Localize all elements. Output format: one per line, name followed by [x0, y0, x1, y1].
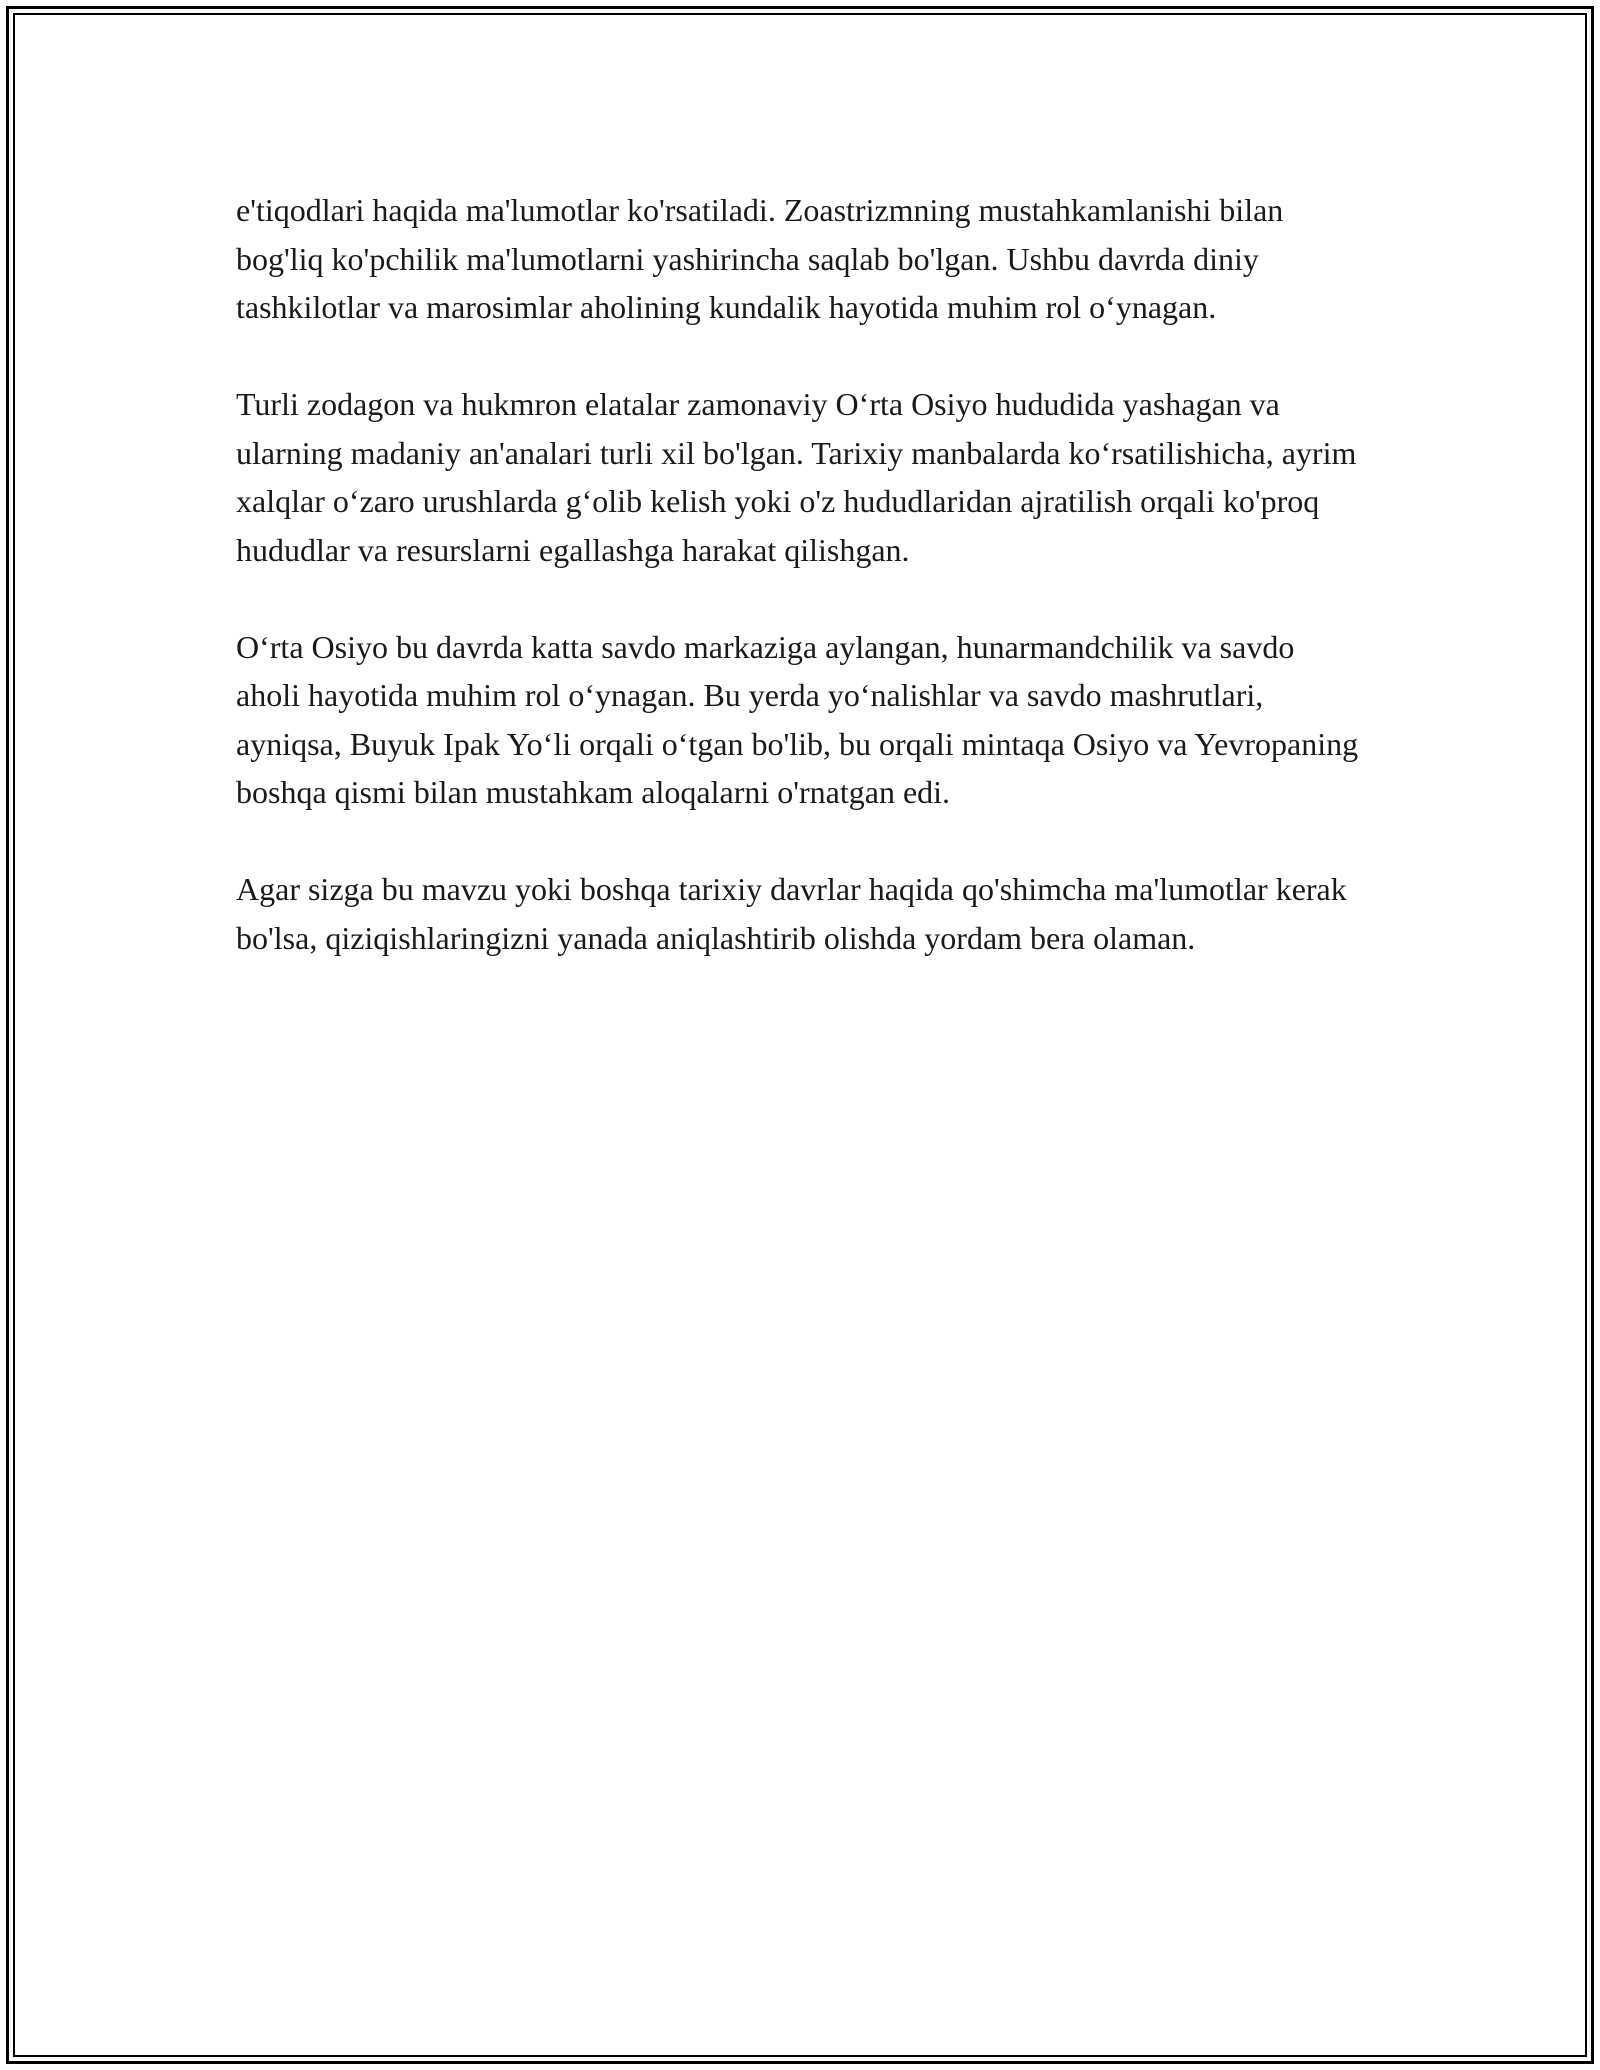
paragraph-4: Agar sizga bu mavzu yoki boshqa tarixiy davrlar haqida qo'shimcha ma'lumotlar kerak bo'lsa, qiziqishlaringizni yanada aniqlashtirib olishda yordam bera olaman. [236, 871, 1347, 956]
paragraph-2: Turli zodagon va hukmron elatalar zamonaviy O‘rta Osiyo hududida yashagan va ularning madaniy an'analari turli xil bo'lgan. Tarixiy manbalarda ko‘rsatilishicha, ayrim xalqlar o‘zaro urushlarda g‘olib kelish yoki o'z hududlaridan ajratilish orqali ko'proq hududlar va resurslarni egallashga harakat qilishgan. [236, 386, 1357, 568]
paragraph-3: O‘rta Osiyo bu davrda katta savdo markaziga aylangan, hunarmandchilik va savdo aholi hayotida muhim rol o‘ynagan. Bu yerda yo‘nalishlar va savdo mashrutlari, ayniqsa, Buyuk Ipak Yo‘li orqali o‘tgan bo'lib, bu orqali mintaqa Osiyo va Yevropaning boshqa qismi bilan mustahkam aloqalarni o'rnatgan edi. [236, 628, 1359, 810]
document-body [236, 186, 1366, 1011]
paragraph-1: e'tiqodlari haqida ma'lumotlar ko'rsatiladi. Zoastrizmning mustahkamlanishi bilan bog'liq ko'pchilik ma'lumotlarni yashirincha saqlab bo'lgan. Ushbu davrda diniy tashkilotlar va marosimlar aholining kundalik hayotida muhim rol o‘ynagan. [236, 192, 1284, 325]
